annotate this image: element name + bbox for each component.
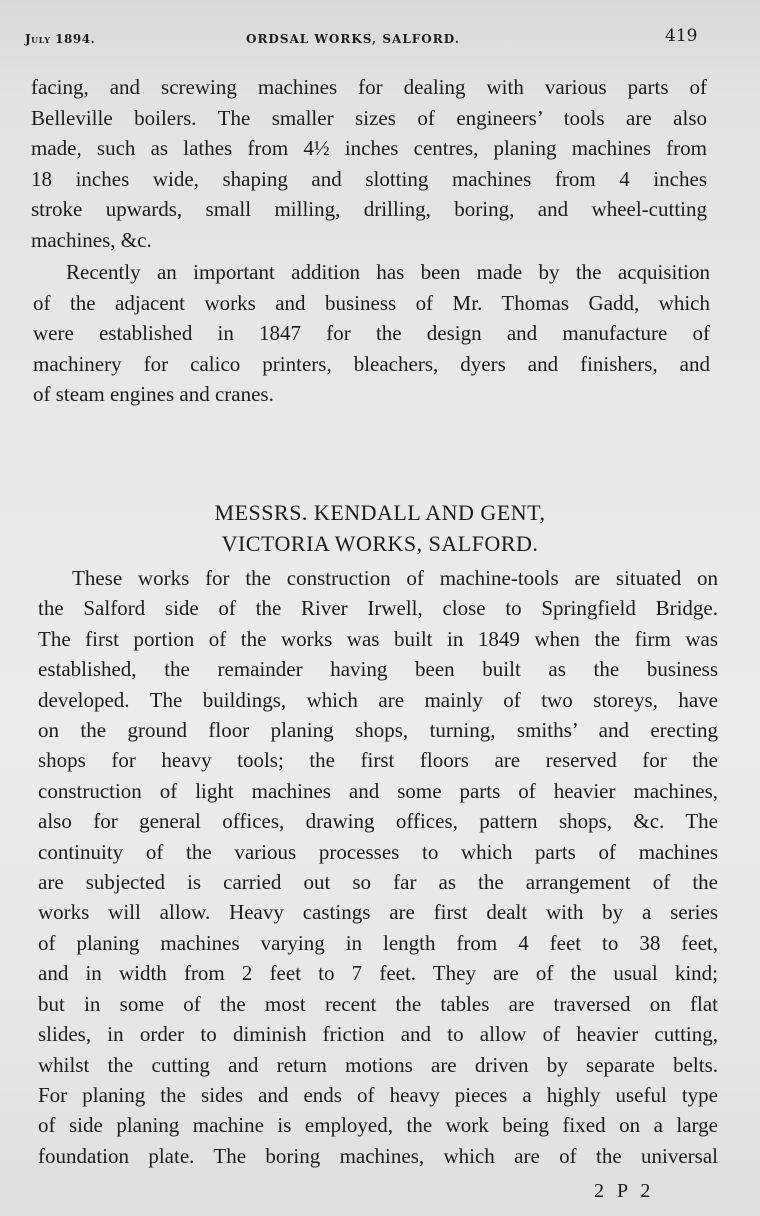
text-line: foundation plate. The boring machines, which are of the universal xyxy=(38,1143,718,1168)
text-line: of side planing machine is employed, the work being fixed on a large xyxy=(38,1113,718,1138)
text-line: of steam engines and cranes. xyxy=(33,382,274,406)
text-line: of the adjacent works and business of Mr. Thomas Gadd, which xyxy=(33,290,710,315)
text-line: works will allow. Heavy castings are first dealt with by a series xyxy=(38,900,718,925)
text-line: on the ground floor planing shops, turning, smiths’ and erecting xyxy=(38,718,718,743)
section-heading-line-1: MESSRS. KENDALL AND GENT, xyxy=(214,500,546,525)
text-line: stroke upwards, small milling, drilling, boring, and wheel-cutting xyxy=(31,197,707,221)
text-line: 18 inches wide, shaping and slotting machines from 4 inches xyxy=(31,166,707,191)
text-line: whilst the cutting and return motions are driven by separate belts. xyxy=(38,1052,718,1077)
paragraph-1 xyxy=(31,72,707,255)
text-line: Belleville boilers. The smaller sizes of engineers’ tools are also xyxy=(31,105,707,130)
section-heading-line-2: VICTORIA WORKS, SALFORD. xyxy=(221,531,539,556)
paragraph-2 xyxy=(33,257,710,410)
text-line: of planing machines varying in length from 4 feet to 38 feet, xyxy=(38,930,718,955)
text-line: slides, in order to diminish friction and to allow of heavier cutting, xyxy=(38,1022,718,1047)
section-heading xyxy=(0,497,760,559)
text-line: continuity of the various processes to which parts of machines xyxy=(38,839,718,864)
text-line: made, such as lathes from 4½ inches centres, planing machines from xyxy=(31,136,707,160)
text-line: are subjected is carried out so far as the arrangement of the xyxy=(38,870,718,895)
text-line: also for general offices, drawing offices, pattern shops, &c. The xyxy=(38,809,718,834)
text-line: the Salford side of the River Irwell, close to Springfield Bridge. xyxy=(38,596,718,621)
text-line: Recently an important addition has been made by the acquisition xyxy=(66,260,710,284)
running-head-date: July 1894. xyxy=(25,32,96,46)
text-line: and in width from 2 feet to 7 feet. They are of the usual kind; xyxy=(38,961,718,986)
text-line: These works for the construction of machine-tools are situated on xyxy=(72,566,718,590)
text-line: facing, and screwing machines for dealing with various parts of xyxy=(31,75,707,99)
page-number: 419 xyxy=(665,26,698,46)
running-head xyxy=(0,26,760,50)
text-line: were established in 1847 for the design and manufacture of xyxy=(33,321,710,345)
text-line: shops for heavy tools; the first floors are reserved for the xyxy=(38,748,718,773)
text-line: developed. The buildings, which are mainly of two storeys, have xyxy=(38,687,718,712)
text-line: established, the remainder having been built as the business xyxy=(38,657,718,682)
paragraph-3 xyxy=(38,563,718,1171)
text-line: machines, &c. xyxy=(31,227,152,252)
text-line: construction of light machines and some parts of heavier machines, xyxy=(38,778,718,803)
text-line: machinery for calico printers, bleachers, dyers and finishers, and xyxy=(33,351,710,376)
text-line: For planing the sides and ends of heavy pieces a highly useful type xyxy=(38,1082,718,1107)
signature-mark: 2 P 2 xyxy=(594,1180,655,1202)
text-line: but in some of the most recent the tables are traversed on flat xyxy=(38,991,718,1016)
text-line: The first portion of the works was built in 1849 when the firm was xyxy=(38,626,718,651)
running-head-title: ORDSAL WORKS, SALFORD. xyxy=(246,32,460,46)
